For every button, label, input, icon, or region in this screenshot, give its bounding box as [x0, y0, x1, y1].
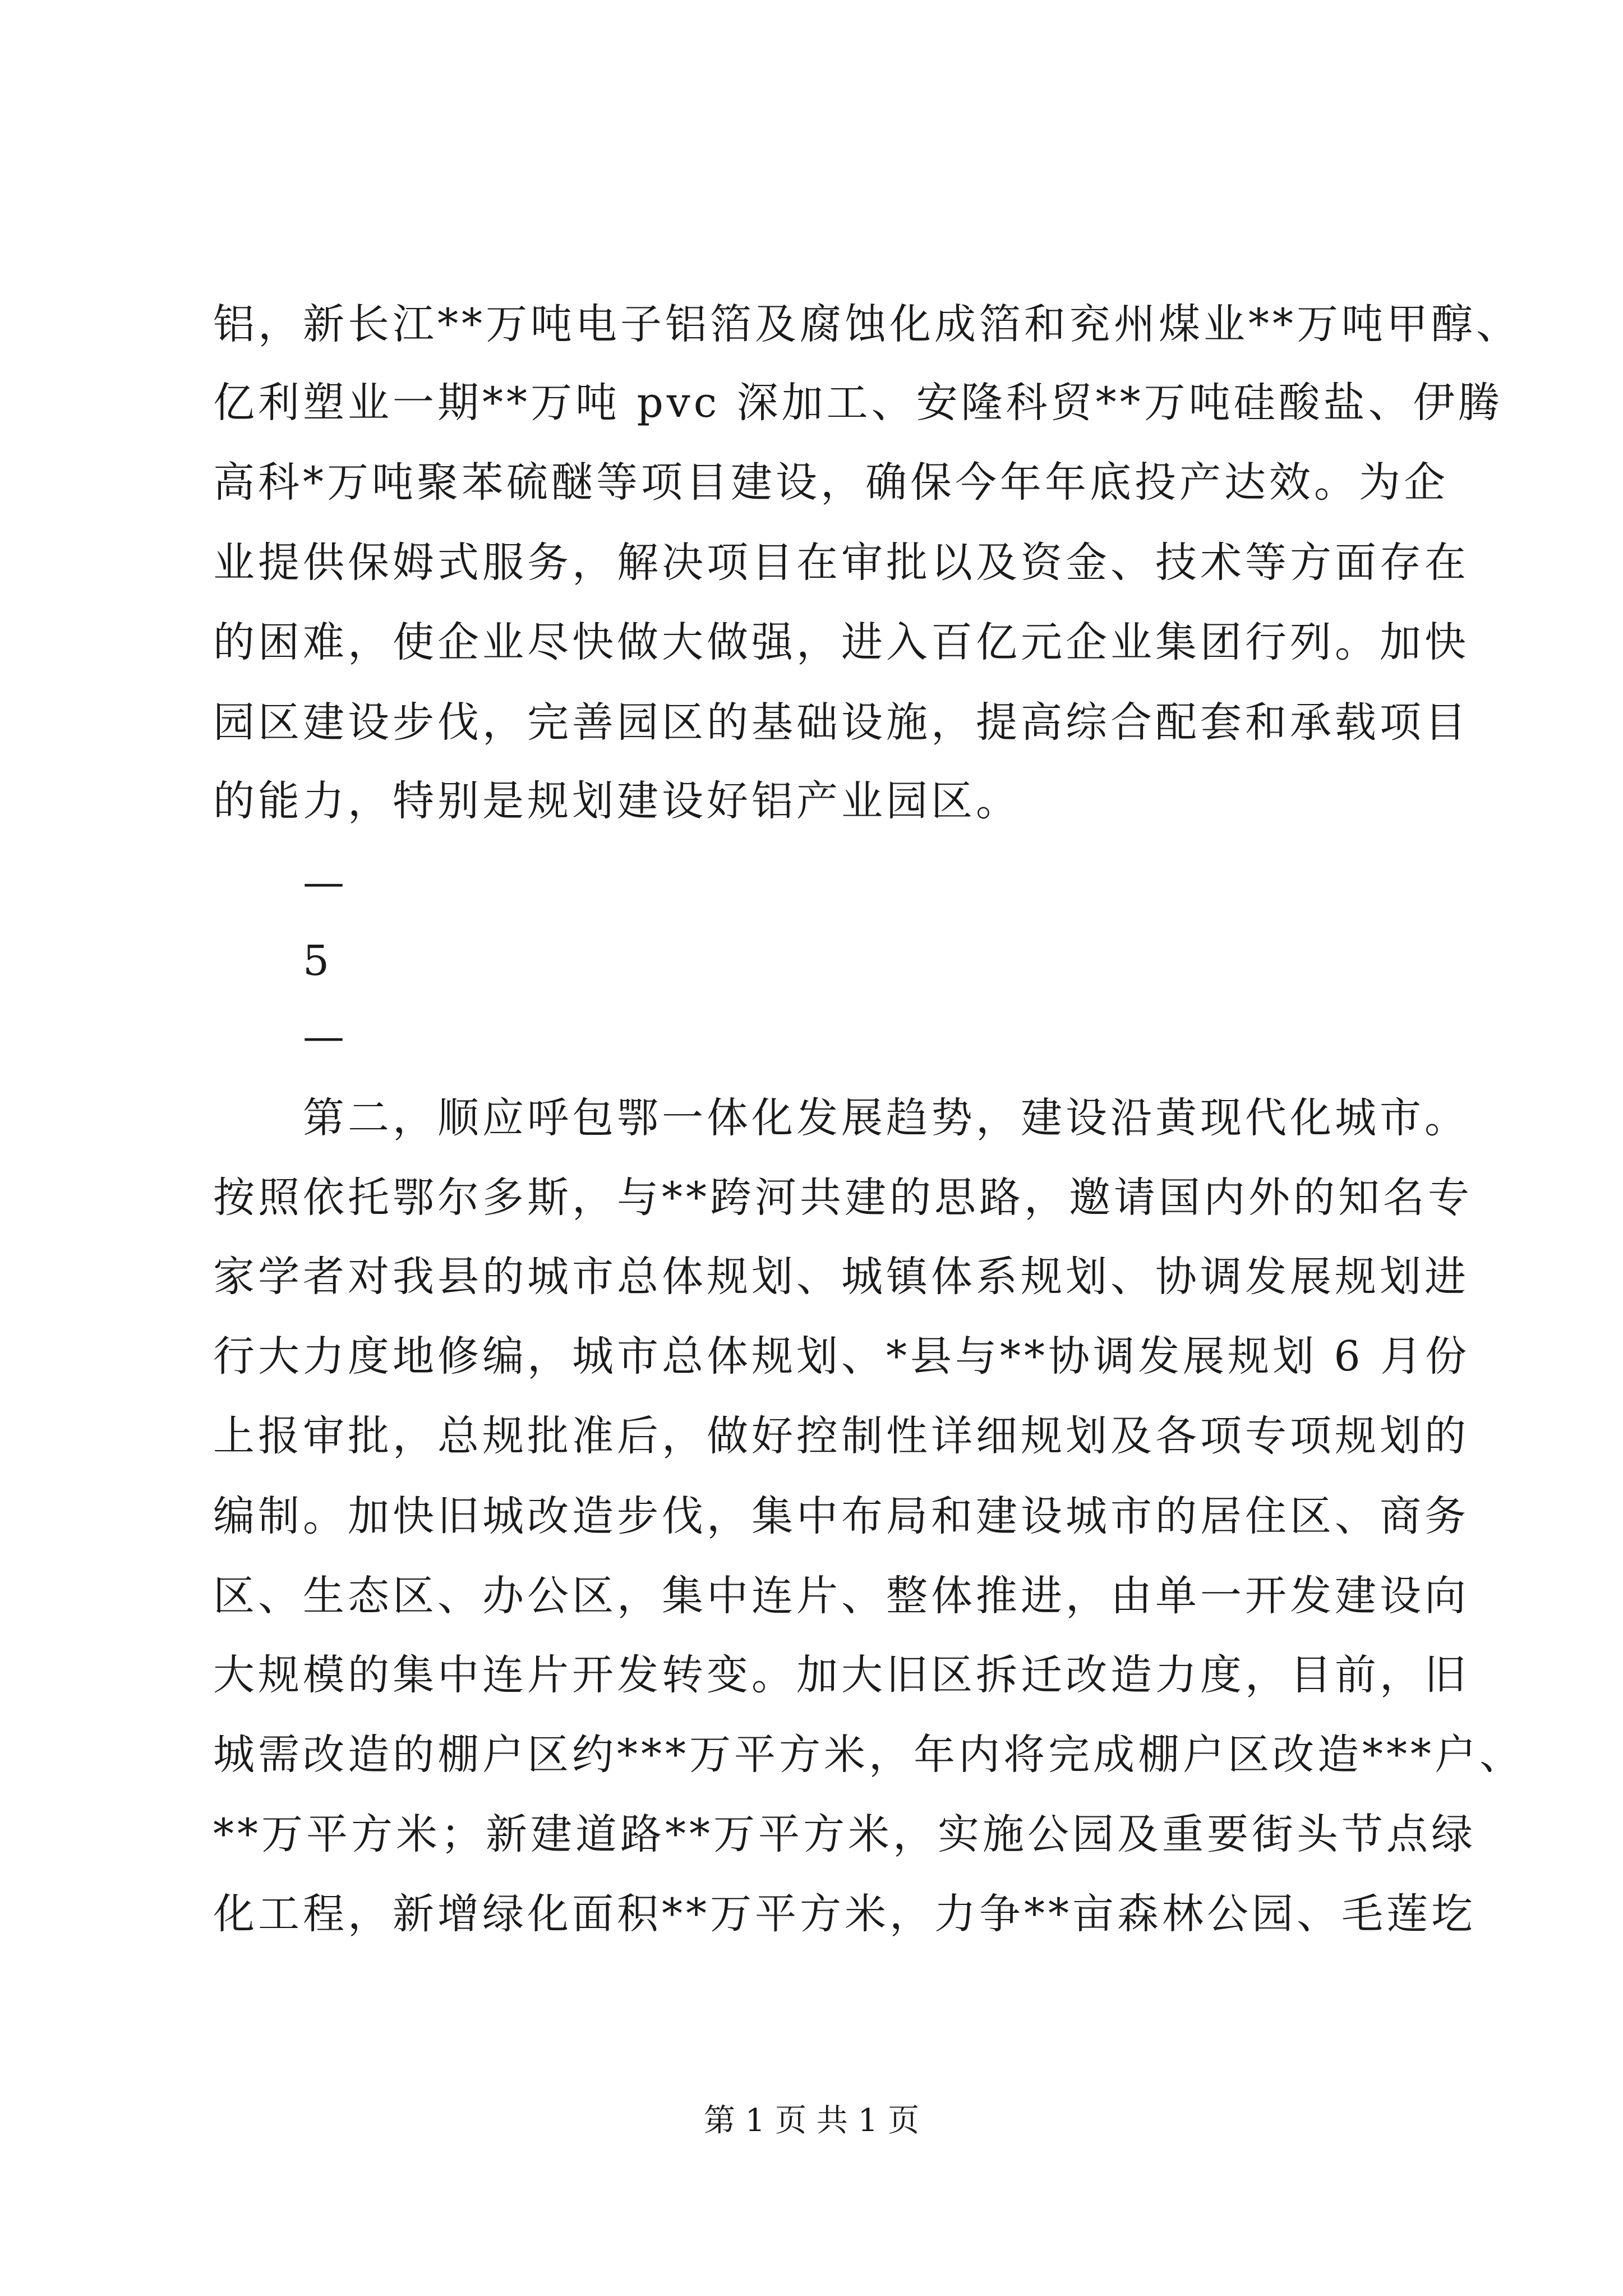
paragraph-2-line-1: 第二，顺应呼包鄂一体化发展趋势，建设沿黄现代化城市。: [213, 1094, 1469, 1142]
paragraph-1-line-4: 业提供保姆式服务，解决项目在审批以及资金、技术等方面存在: [213, 539, 1469, 587]
paragraph-1-line-5: 的困难，使企业尽快做大做强，进入百亿元企业集团行列。加快: [213, 618, 1469, 666]
paragraph-2-line-6: 编制。加快旧城改造步伐，集中布局和建设城市的居住区、商务: [213, 1492, 1469, 1540]
paragraph-2-line-7: 区、生态区、办公区，集中连片、整体推进，由单一开发建设向: [213, 1572, 1469, 1620]
page-footer: 第 1 页 共 1 页: [703, 2102, 920, 2139]
paragraph-2-line-8: 大规模的集中连片开发转变。加大旧区拆迁改造力度，目前，旧: [213, 1651, 1469, 1699]
page-marker-dash-bottom: —: [303, 1013, 344, 1061]
paragraph-1-line-2: 亿利塑业一期**万吨 pvc 深加工、安隆科贸**万吨硅酸盐、伊腾: [213, 379, 1503, 427]
paragraph-1-line-1: 铝，新长江**万吨电子铝箔及腐蚀化成箔和兖州煤业**万吨甲醇、: [213, 300, 1521, 348]
paragraph-2-line-9: 城需改造的棚户区约***万平方米，年内将完成棚户区改造***户、: [213, 1731, 1524, 1779]
paragraph-2-line-10: **万平方米；新建道路**万平方米，实施公园及重要街头节点绿: [213, 1810, 1476, 1858]
paragraph-2-line-11: 化工程，新增绿化面积**万平方米，力争**亩森林公园、毛莲圪: [213, 1890, 1476, 1938]
paragraph-2-line-3: 家学者对我县的城市总体规划、城镇体系规划、协调发展规划进: [213, 1253, 1469, 1301]
paragraph-2-line-2: 按照依托鄂尔多斯，与**跨河共建的思路，邀请国内外的知名专: [213, 1174, 1473, 1222]
paragraph-1-line-3: 高科*万吨聚苯硫醚等项目建设，确保今年年底投产达效。为企: [213, 458, 1449, 507]
paragraph-1-line-7: 的能力，特别是规划建设好铝产业园区。: [213, 777, 1021, 825]
paragraph-1-line-6: 园区建设步伐，完善园区的基础设施，提高综合配套和承载项目: [213, 698, 1469, 747]
paragraph-2-line-5: 上报审批，总规批准后，做好控制性详细规划及各项专项规划的: [213, 1412, 1469, 1460]
page-marker-number: 5: [303, 937, 330, 985]
page-marker-dash-top: —: [303, 858, 344, 907]
paragraph-2-line-4: 行大力度地修编，城市总体规划、*县与**协调发展规划 6 月份: [213, 1332, 1470, 1381]
